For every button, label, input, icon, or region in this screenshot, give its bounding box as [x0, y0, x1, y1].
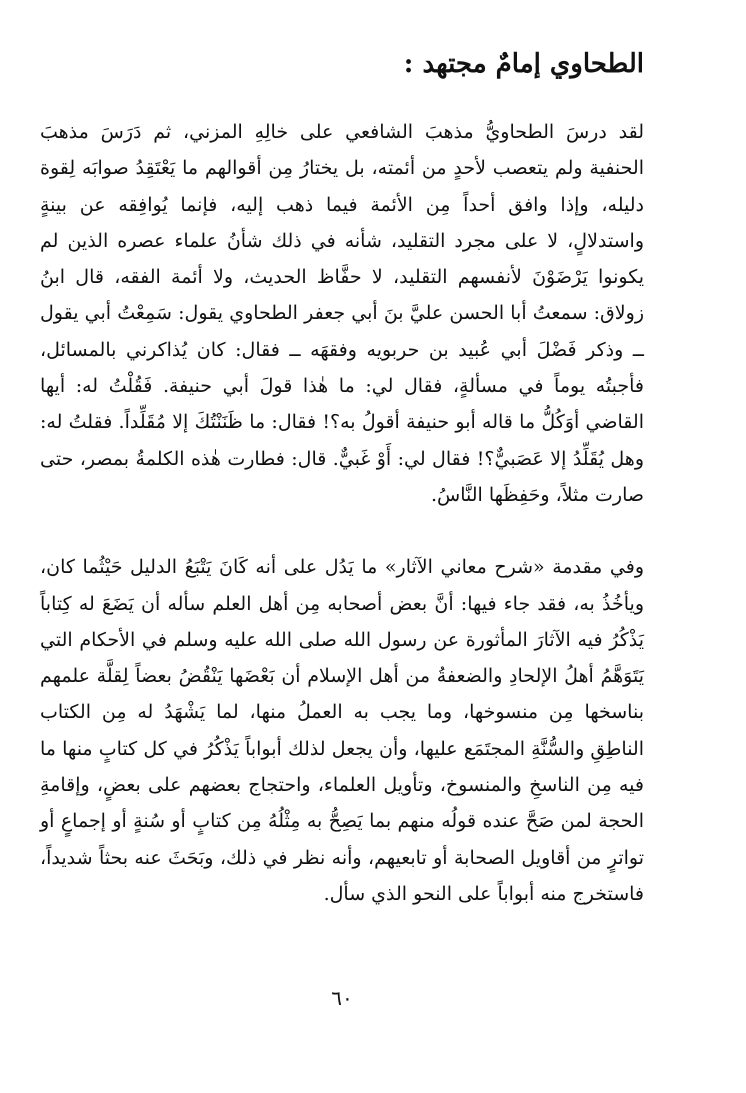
- paragraph-2: وفي مقدمة «شرح معاني الآثار» ما يَدُل على أنه كَانَ يَتْبَعُ الدليل حَيْثُما كان، ويأخُذُ به، فقد جاء فيها: أنَّ بعض أصحابه مِن أهل العلم سأله أن يَضَعَ له كِتاباً يَذْكُرُ فيه الآثارَ المأثورة عن رسول الله صلى الله عليه وسلم في الأحكام التي يَتَوَهَّمُ أهلُ الإلحادِ والضعفةُ من أهل الإسلام أن بَعْضَها يَنْقُضُ بعضاً لِقلَّة علمهم بناسخها مِن منسوخها، وما يجب به العملُ منها، لما يَشْهَدُ له مِن الكتاب الناطِقِ والسُّنَّةِ المجتَمَع عليها، وأن يجعل لذلك أبواباً يَذْكُرُ في كل كتابٍ منها ما فيه مِن الناسخِ والمنسوخ، وتأويل العلماء، واحتجاج بعضهم على بعضٍ، وإقامةِ الحجة لمن صَحَّ عنده قولُه منهم بما يَصِحُّ به مِثْلُهُ مِن كتابٍ أو سُنةٍ أو إجماعٍ أو تواترٍ من أقاويل الصحابة أو تابعيهم، وأنه نظر في ذلك، وبَحَثَ عنه بحثاً شديداً، فاستخرج منه أبواباً على النحو الذي سأل.: [40, 556, 644, 905]
- page-number: ٦٠: [331, 986, 353, 1010]
- section-heading: الطحاوي إمامٌ مجتهد :: [403, 49, 644, 79]
- paragraph-1: لقد درسَ الطحاويُّ مذهبَ الشافعي على خالِهِ المزني، ثم دَرَسَ مذهبَ الحنفية ولم يتعصب لأحدٍ من أئمته، بل يختارُ مِن أقوالهم ما يَعْتَقِدُ صوابَه لِقوة دليله، وإذا وافق أحداً مِن الأئمة فيما ذهب إليه، فإنما يُوافِقه عن بينةٍ واستدلالٍ، لا على مجرد التقليد، شأنه في ذلك شأنُ علماء عصره الذين لم يكونوا يَرْضَوْنَ لأنفسهم التقليد، لا حفَّاظ الحديث، ولا أئمة الفقه، قال ابنُ زولاق: سمعتُ أبا الحسن عليَّ بنَ أبي جعفر الطحاوي يقول: سَمِعْتُ أبي يقول ــ وذكر فَضْلَ أبي عُبيد بن حربويه وفقهَه ــ فقال: كان يُذاكرني بالمسائل، فأجبتُه يوماً في مسألةٍ، فقال لي: ما هٰذا قولَ أبي حنيفة. فَقُلْتُ له: أيها القاضي أوَكُلُّ ما قاله أبو حنيفة أقولُ به؟! فقال: ما ظَنَنْتُكَ إلا مُقَلِّداً. فقلتُ له: وهل يُقَلِّدُ إلا عَصَبيٌّ؟! فقال لي: أَوْ غَبيٌّ. قال: فطارت هٰذه الكلمةُ بمصر، حتى صارت مثلاً، وحَفِظَها النَّاسُ.: [40, 121, 644, 506]
- book-page: [40, 36, 644, 1076]
